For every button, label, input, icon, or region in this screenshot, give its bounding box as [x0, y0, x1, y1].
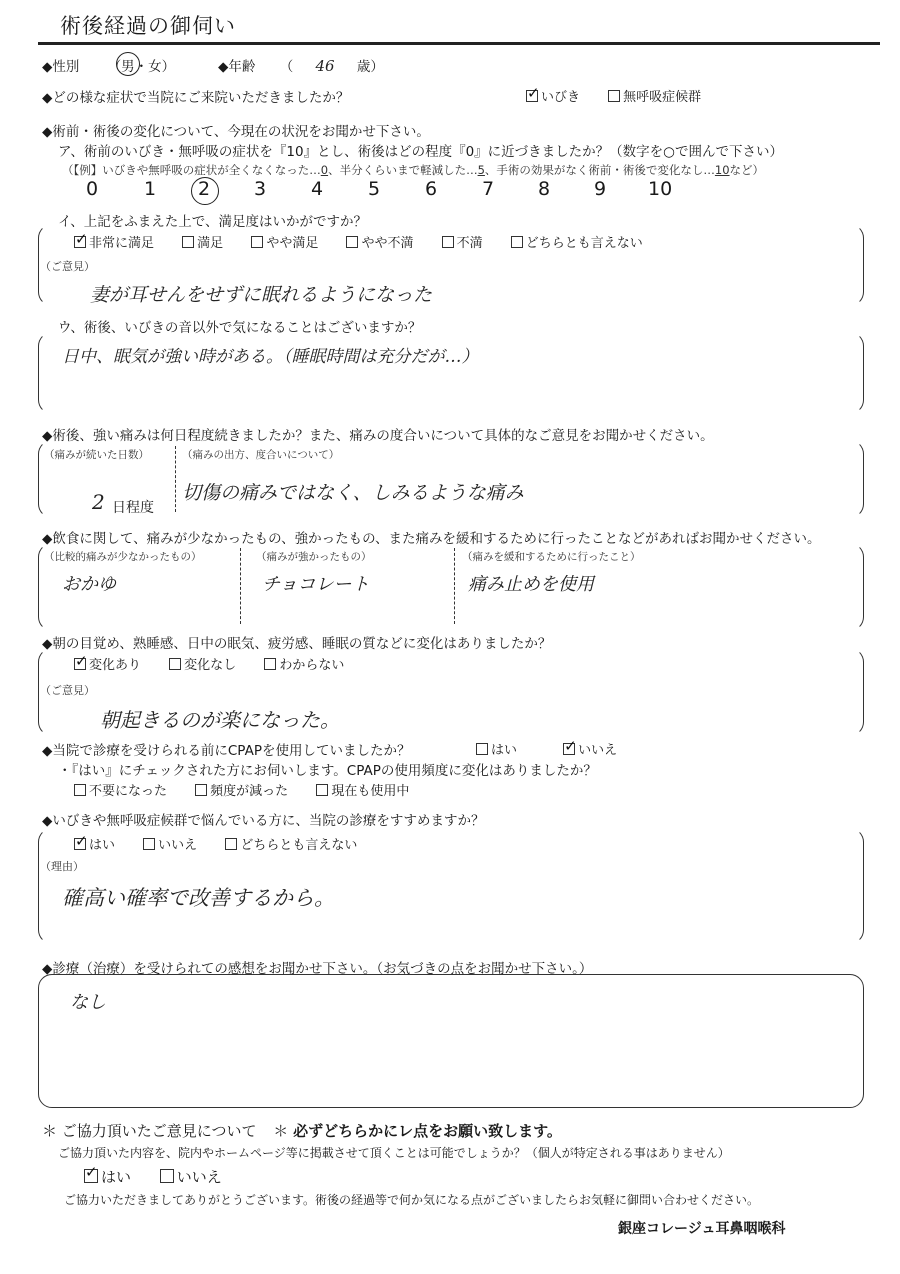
- checkbox-icon: [195, 784, 207, 796]
- food-question: ◆飲食に関して、痛みが少なかったもの、強かったもの、また痛みを緩和するために行ったことなどがあればお聞かせください。: [42, 531, 821, 547]
- pain-degree-answer[interactable]: 切傷の痛みではなく、しみるような痛み: [182, 482, 524, 504]
- scale-10[interactable]: 10: [648, 178, 673, 200]
- cpap-sub-options: [74, 780, 433, 799]
- cpap-option-no[interactable]: ✓ いいえ: [563, 743, 617, 758]
- food-strong-label: （痛みが強かったもの）: [256, 551, 372, 563]
- scale-8[interactable]: 8: [538, 178, 551, 200]
- sex-selection-circle: [116, 52, 140, 76]
- footer-must-check: 必ずどちらかにレ点をお願い致します。: [293, 1122, 562, 1140]
- scale-1[interactable]: 1: [144, 178, 157, 200]
- morning-option-changed[interactable]: ✓変化あり: [74, 658, 141, 673]
- symptom-option-snoring[interactable]: ✓ いびき: [526, 90, 580, 105]
- change-question: ◆術前・術後の変化について、今現在の状況をお聞かせ下さい。: [42, 124, 430, 140]
- checkbox-icon: [74, 784, 86, 796]
- checkbox-icon: [346, 236, 358, 248]
- symptom-options: [526, 86, 725, 105]
- checkbox-icon: [169, 658, 181, 670]
- morning-option-no-change[interactable]: 変化なし: [169, 658, 236, 673]
- footer-heading-text: ＊ ご協力頂いたご意見について: [42, 1122, 257, 1140]
- recommend-option-neither[interactable]: どちらとも言えない: [225, 838, 357, 853]
- food-column-divider-2: [454, 548, 455, 624]
- cpap-sub-question: ・『はい』にチェックされた方にお伺いします。CPAPの使用頻度に変化はありましたか？: [58, 763, 597, 779]
- pain-question: ◆術後、強い痛みは何日程度続きましたか？また、痛みの度合いについて具体的なご意見をお聞かせください。: [42, 428, 714, 444]
- food-less-answer[interactable]: おかゆ: [62, 574, 116, 595]
- age-label: ◆年齢: [218, 59, 256, 75]
- cpap-sub-option-unneeded[interactable]: 不要になった: [74, 784, 167, 799]
- food-strong-answer[interactable]: チョコレート: [262, 574, 370, 595]
- checkbox-icon: [316, 784, 328, 796]
- cpap-sub-option-reduced[interactable]: 頻度が減った: [195, 784, 288, 799]
- recommend-reason-label: （理由）: [40, 860, 84, 873]
- page-title: 術後経過の御伺い: [60, 14, 236, 38]
- checkbox-icon: [251, 236, 263, 248]
- concern-answer[interactable]: 日中、眠気が強い時がある。（睡眠時間は充分だが…）: [62, 347, 479, 367]
- satisfaction-option-somewhat-satisfied[interactable]: やや満足: [251, 236, 318, 251]
- checkbox-icon: [608, 90, 620, 102]
- cpap-sub-option-still-using[interactable]: 現在も使用中: [316, 784, 409, 799]
- scale-4[interactable]: 4: [311, 178, 324, 200]
- checkbox-checked-icon: [84, 1169, 98, 1183]
- checkbox-icon: [442, 236, 454, 248]
- change-scale: [0, 178, 900, 204]
- checkbox-checked-icon: [74, 236, 86, 248]
- food-less-label: （比較的痛みが少なかったもの）: [44, 551, 202, 563]
- satisfaction-option-satisfied[interactable]: 満足: [182, 236, 223, 251]
- footer-star: ＊: [273, 1122, 289, 1140]
- satisfaction-option-somewhat-dissatisfied[interactable]: やや不満: [346, 236, 413, 251]
- age-row: [218, 55, 384, 75]
- sex-row: [42, 55, 175, 75]
- cpap-option-yes[interactable]: はい: [476, 743, 517, 758]
- scale-9[interactable]: 9: [594, 178, 607, 200]
- morning-question: ◆朝の目覚め、熟睡感、日中の眠気、疲労感、睡眠の質などに変化はありましたか？: [42, 636, 552, 652]
- footer-option-no[interactable]: いいえ: [160, 1168, 222, 1186]
- age-value[interactable]: 46: [315, 57, 335, 75]
- clinic-name: 銀座コレージュ耳鼻咽喉科: [618, 1221, 786, 1237]
- pain-days-unit: 日程度: [112, 500, 154, 516]
- pain-days-label: （痛みが続いた日数）: [44, 449, 149, 461]
- age-open: （: [279, 59, 294, 75]
- impression-question: ◆診療（治療）を受けられての感想をお聞かせ下さい。（お気づきの点をお聞かせ下さい。）: [42, 961, 593, 977]
- food-relief-label: （痛みを緩和するために行ったこと）: [462, 551, 641, 563]
- satisfaction-options: [74, 232, 667, 251]
- morning-opinion-answer[interactable]: 朝起きるのが楽になった。: [100, 708, 340, 732]
- recommend-option-no[interactable]: いいえ: [143, 838, 197, 853]
- recommend-reason-answer[interactable]: 確高い確率で改善するから。: [62, 886, 335, 910]
- concern-question: ウ、術後、いびきの音以外で気になることはございますか？: [58, 320, 422, 336]
- scale-selection-circle: [191, 177, 219, 205]
- change-example: （【例】いびきや無呼吸の症状が全くなくなった…0、半分くらいまで軽減した…5、手術の効果がなく術前・術後で変化なし…10など）: [62, 163, 765, 177]
- pain-days-value[interactable]: 2: [92, 490, 105, 514]
- checkbox-icon: [511, 236, 523, 248]
- cpap-options: [476, 739, 641, 758]
- scale-0[interactable]: 0: [86, 178, 99, 200]
- change-sub-question: ア、術前のいびき・無呼吸の症状を『10』とし、術後はどの程度『0』に近づきましたか？（数字を○で囲んで下さい）: [58, 144, 783, 160]
- symptom-option-apnea[interactable]: 無呼吸症候群: [608, 90, 701, 105]
- checkbox-icon: [143, 838, 155, 850]
- footer-thanks: ご協力いただきましてありがとうございます。術後の経過等で何か気になる点がございましたらお気軽に御問い合わせください。: [64, 1193, 760, 1207]
- sex-value[interactable]: （男・女）: [107, 59, 176, 75]
- recommend-option-yes[interactable]: ✓はい: [74, 838, 115, 853]
- checkbox-checked-icon: [563, 743, 575, 755]
- satisfaction-question: イ、上記をふまえた上で、満足度はいかがですか？: [58, 214, 368, 230]
- checkbox-icon: [182, 236, 194, 248]
- age-close: 歳）: [356, 59, 384, 75]
- food-relief-answer[interactable]: 痛み止めを使用: [468, 574, 594, 595]
- satisfaction-opinion-label: （ご意見）: [40, 260, 95, 273]
- satisfaction-opinion-answer[interactable]: 妻が耳せんをせずに眠れるようになった: [90, 284, 433, 306]
- footer-question: ご協力頂いた内容を、院内やホームページ等に掲載させて頂くことは可能でしょうか？（個人が特定される事はありません）: [58, 1146, 730, 1160]
- satisfaction-option-neither[interactable]: どちらとも言えない: [511, 236, 643, 251]
- morning-opinion-label: （ご意見）: [40, 684, 95, 697]
- checkbox-icon: [264, 658, 276, 670]
- title-divider: [38, 42, 880, 45]
- scale-2[interactable]: 2: [198, 178, 211, 200]
- pain-column-divider: [175, 446, 176, 512]
- impression-box: [38, 974, 864, 1108]
- scale-6[interactable]: 6: [425, 178, 438, 200]
- checkbox-checked-icon: [74, 658, 86, 670]
- checkbox-icon: [160, 1169, 174, 1183]
- checkbox-icon: [225, 838, 237, 850]
- recommend-question: ◆いびきや無呼吸症候群で悩んでいる方に、当院の診療をすすめますか？: [42, 813, 485, 829]
- satisfaction-option-very-satisfied[interactable]: ✓非常に満足: [74, 236, 154, 251]
- scale-7[interactable]: 7: [482, 178, 495, 200]
- satisfaction-option-dissatisfied[interactable]: 不満: [442, 236, 483, 251]
- scale-5[interactable]: 5: [368, 178, 381, 200]
- footer-option-yes[interactable]: ✓はい: [84, 1168, 131, 1186]
- impression-answer[interactable]: なし: [70, 992, 106, 1013]
- morning-options: [74, 654, 368, 673]
- morning-option-unknown[interactable]: わからない: [264, 658, 344, 673]
- footer-heading: [42, 1120, 562, 1141]
- checkbox-icon: [476, 743, 488, 755]
- pain-degree-label: （痛みの出方、度合いについて）: [182, 449, 340, 461]
- checkbox-checked-icon: [74, 838, 86, 850]
- sex-label: ◆性別: [42, 59, 80, 75]
- checkbox-checked-icon: [526, 90, 538, 102]
- scale-3[interactable]: 3: [254, 178, 267, 200]
- recommend-options: [74, 834, 381, 853]
- food-column-divider-1: [240, 548, 241, 624]
- cpap-question: ◆当院で診療を受けられる前にCPAPを使用していましたか？: [42, 743, 411, 759]
- symptom-question: ◆どの様な症状で当院にご来院いただきましたか？: [42, 90, 350, 106]
- footer-options: [84, 1166, 246, 1187]
